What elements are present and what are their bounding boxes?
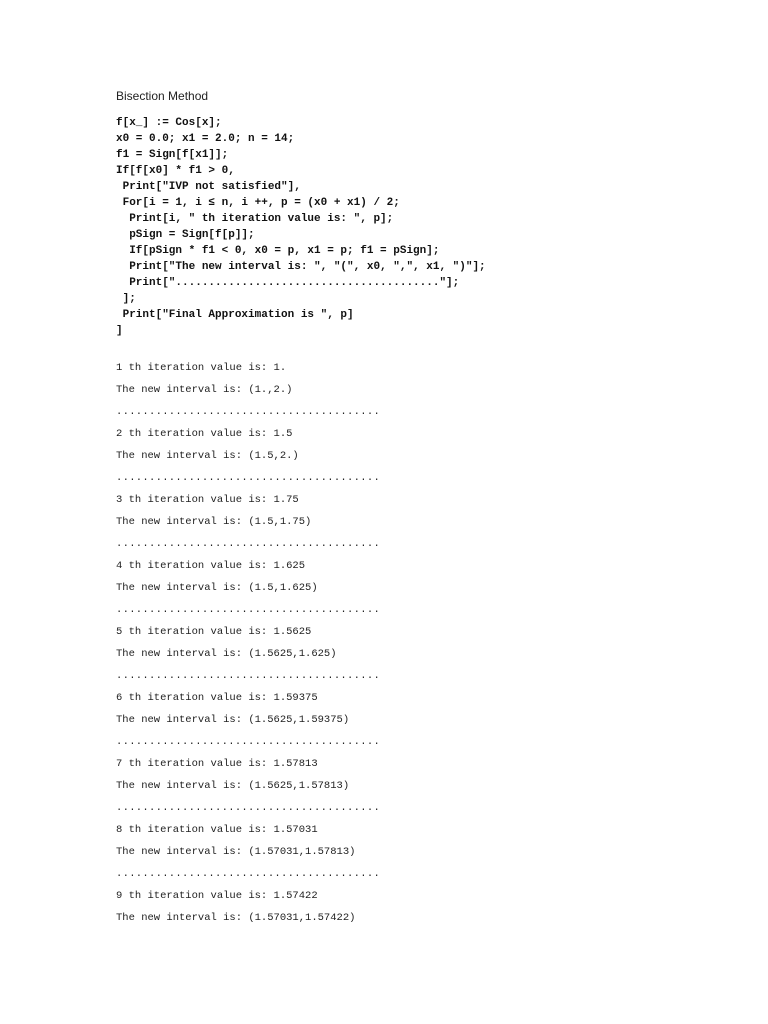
code-line: f1 = Sign[f[x1]]; bbox=[116, 149, 229, 161]
output-line: The new interval is: (1.57031,1.57813) bbox=[116, 846, 356, 858]
code-line: If[f[x0] * f1 > 0, bbox=[116, 165, 235, 177]
code-line: f[x_] := Cos[x]; bbox=[116, 117, 222, 129]
code-line: If[pSign * f1 < 0, x0 = p, x1 = p; f1 = pSign]; bbox=[116, 245, 440, 257]
output-line: 7 th iteration value is: 1.57813 bbox=[116, 758, 318, 770]
code-line: x0 = 0.0; x1 = 2.0; n = 14; bbox=[116, 133, 295, 145]
separator-line: ........................................ bbox=[116, 868, 381, 880]
code-line: Print["The new interval is: ", "(", x0, ",", x1, ")"]; bbox=[116, 261, 486, 273]
separator-line: ........................................ bbox=[116, 802, 381, 814]
output-line: The new interval is: (1.5,1.75) bbox=[116, 516, 312, 528]
output-line: The new interval is: (1.5,2.) bbox=[116, 450, 299, 462]
output-line: 8 th iteration value is: 1.57031 bbox=[116, 824, 318, 836]
output-line: 2 th iteration value is: 1.5 bbox=[116, 428, 293, 440]
code-line: ]; bbox=[116, 293, 136, 305]
output-line: The new interval is: (1.5625,1.59375) bbox=[116, 714, 350, 726]
code-line: For[i = 1, i ≤ n, i ++, p = (x0 + x1) / 2; bbox=[116, 197, 400, 209]
output-line: 4 th iteration value is: 1.625 bbox=[116, 560, 306, 572]
code-block bbox=[116, 115, 486, 339]
separator-line: ........................................ bbox=[116, 538, 381, 550]
output-line: 9 th iteration value is: 1.57422 bbox=[116, 890, 318, 902]
output-line: The new interval is: (1.5625,1.57813) bbox=[116, 780, 350, 792]
output-line: The new interval is: (1.,2.) bbox=[116, 384, 293, 396]
separator-line: ........................................ bbox=[116, 604, 381, 616]
output-line: 5 th iteration value is: 1.5625 bbox=[116, 626, 312, 638]
separator-line: ........................................ bbox=[116, 406, 381, 418]
code-line: Print[i, " th iteration value is: ", p]; bbox=[116, 213, 394, 225]
code-line: Print["IVP not satisfied"], bbox=[116, 181, 301, 193]
document-title: Bisection Method bbox=[116, 89, 209, 103]
output-line: The new interval is: (1.5,1.625) bbox=[116, 582, 318, 594]
output-line: 1 th iteration value is: 1. bbox=[116, 362, 287, 374]
output-line: The new interval is: (1.5625,1.625) bbox=[116, 648, 337, 660]
output-line: The new interval is: (1.57031,1.57422) bbox=[116, 912, 356, 924]
code-line: Print["........................................"]; bbox=[116, 277, 460, 289]
code-line: Print["Final Approximation is ", p] bbox=[116, 309, 354, 321]
output-line: 3 th iteration value is: 1.75 bbox=[116, 494, 299, 506]
separator-line: ........................................ bbox=[116, 670, 381, 682]
separator-line: ........................................ bbox=[116, 472, 381, 484]
code-line: pSign = Sign[f[p]]; bbox=[116, 229, 255, 241]
code-line: ] bbox=[116, 325, 123, 337]
separator-line: ........................................ bbox=[116, 736, 381, 748]
output-line: 6 th iteration value is: 1.59375 bbox=[116, 692, 318, 704]
output-block bbox=[116, 357, 380, 929]
